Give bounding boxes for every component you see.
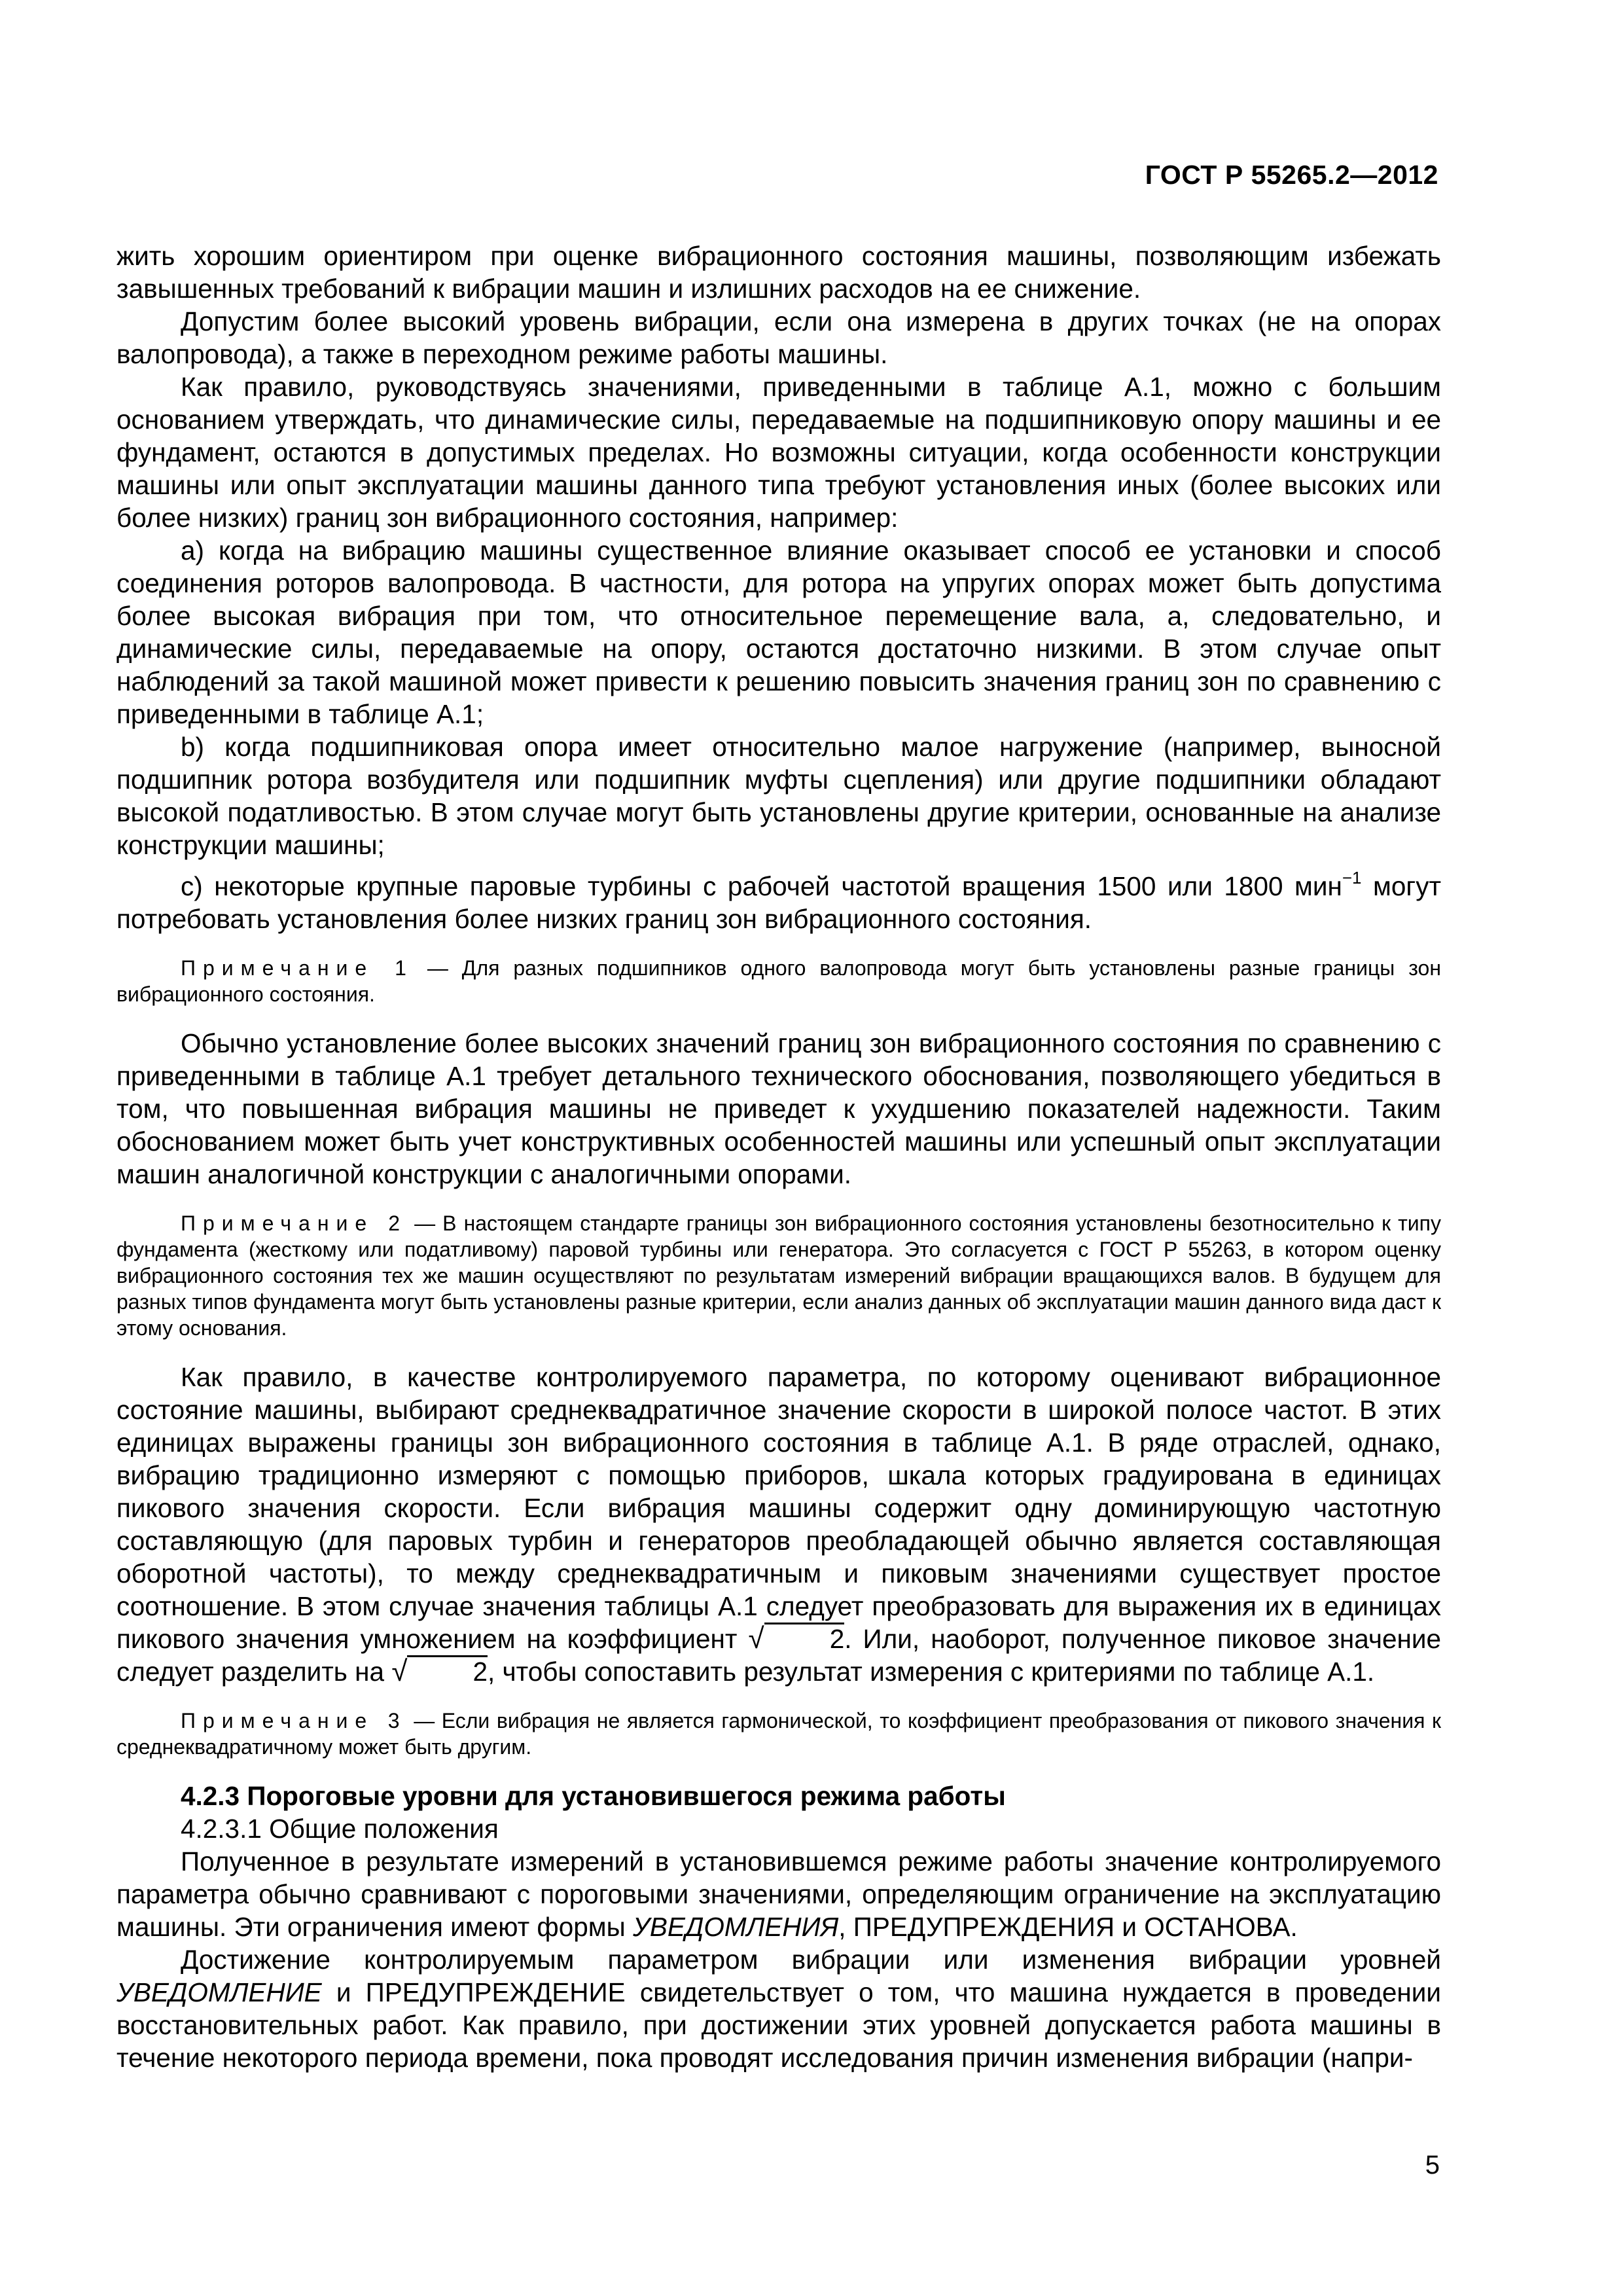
note-3-text: — Если вибрация не является гармонической, то коэффициент преобразования от пикового значения к среднеквадратичному может быть другим. [116, 1709, 1442, 1759]
paragraph-table-guidance: Как правило, руководствуясь значениями, приведенными в таблице А.1, можно с большим основанием утверждать, что динамические силы, передаваемые на подшипниковую опору машины и ее фундамент, остаются в допустимых пределах. Но возможны ситуации, когда особенности конструкции машины или опыт эксплуатации машины данного типа требуют установления иных (более высоких или более низких) границ зон вибрационного состояния, например: [116, 372, 1441, 533]
note-1-text: — Для разных подшипников одного валопровода могут быть установлены разные границы зон вибрационного состояния. [116, 956, 1441, 1006]
paragraph-thresholds-tail: , ПРЕДУПРЕЖДЕНИЯ и ОСТАНОВА. [838, 1912, 1298, 1942]
term-notification: УВЕДОМЛЕНИЯ [632, 1912, 839, 1942]
superscript-minus-one: −1 [1342, 868, 1362, 888]
term-notification-2: УВЕДОМЛЕНИЕ [116, 1977, 322, 2007]
paragraph-rms-peak [116, 1361, 1441, 1688]
note-3 [116, 1708, 1441, 1760]
sqrt-sign-2: √ [391, 1655, 408, 1687]
note-2-label: Примечание 2 [181, 1211, 408, 1235]
page-body [116, 240, 1441, 2074]
list-item-c [116, 861, 1441, 935]
subsection-heading-4-2-3-1: 4.2.3.1 Общие положения [181, 1814, 499, 1844]
paragraph-levels-reached [116, 1943, 1441, 2074]
section-heading-4-2-3: 4.2.3 Пороговые уровни для установившегося режима работы [181, 1781, 1006, 1811]
note-3-label: Примечание 3 [181, 1709, 407, 1732]
note-1 [116, 955, 1441, 1007]
paragraph-levels-text: Достижение контролируемым параметром вибрации или изменения вибрации уровней [181, 1945, 1441, 1975]
list-item-b: b) когда подшипниковая опора имеет относительно малое нагружение (например, выносной подшипник ротора возбудителя или подшипник муфты сцепления) или другие подшипники обладают высокой податливостью. В этом случае могут быть установлены другие критерии, основанные на анализе конструкции машины; [116, 732, 1441, 860]
sqrt-two-formula-2 [391, 1657, 488, 1687]
note-2 [116, 1210, 1441, 1341]
list-item-c-text: с) некоторые крупные паровые турбины с рабочей частотой вращения 1500 или 1800 мин [181, 871, 1342, 901]
paragraph-justification: Обычно установление более высоких значений границ зон вибрационного состояния по сравнению с приведенными в таблице А.1 требует детального технического обоснования, позволяющего убедиться в том, что повышенная вибрация машины не приведет к ухудшению показателей надежности. Таким обоснованием может быть учет конструктивных особенностей машины или успешный опыт эксплуатации машин аналогичной конструкции с аналогичными опорами. [116, 1028, 1441, 1189]
paragraph-levels-tail: и ПРЕДУПРЕЖДЕНИЕ свидетельствует о том, что машина нуждается в проведении восстановительных работ. Как правило, при достижении этих уровней допускается работа машины в течение некоторого периода времени, пока проводят исследования причин изменения вибрации (напри- [116, 1977, 1441, 2073]
note-1-label: Примечание 1 [181, 956, 414, 980]
sqrt-argument: 2 [764, 1623, 845, 1653]
sqrt-sign: √ [748, 1623, 764, 1655]
document-code-header: ГОСТ Р 55265.2—2012 [1145, 160, 1438, 190]
sqrt-argument-2: 2 [407, 1655, 488, 1686]
paragraph-higher-vibration: Допустим более высокий уровень вибрации, если она измерена в других точках (не на опорах валопровода), а также в переходном режиме работы машины. [116, 306, 1441, 369]
paragraph-continuation: жить хорошим ориентиром при оценке вибрационного состояния машины, позволяющим избежать завышенных требований к вибрации машин и излишних расходов на ее снижение. [116, 241, 1441, 304]
paragraph-rms-peak-part1: Как правило, в качестве контролируемого параметра, по которому оценивают вибрационное состояние машины, выбирают среднеквадратичное значение скорости в широкой полосе частот. В этих единицах выражены границы зон вибрационного состояния в таблице А.1. В ряде отраслей, однако, вибрацию традиционно измеряют с помощью приборов, шкала которых градуирована в единицах пикового значения скорости. Если вибрация машины содержит одну доминирующую частотную составляющую (для паровых турбин и генераторов преобладающей обычно является составляющая оборотной частоты), то между среднеквадратичным и пиковым значениями существует простое соотношение. В этом случае значения таблицы А.1 следует преобразовать для выражения их в единицах пикового значения умножением на коэффициент [116, 1362, 1441, 1654]
paragraph-thresholds [116, 1845, 1441, 1943]
paragraph-thresholds-text: Полученное в результате измерений в установившемся режиме работы значение контролируемого параметра обычно сравнивают с пороговыми значениями, определяющим ограничение на эксплуатацию машины. Эти ограничения имеют формы [116, 1846, 1441, 1942]
note-2-text: — В настоящем стандарте границы зон вибрационного состояния установлены безотносительно к типу фундамента (жесткому или податливому) паровой турбины или генератора. Это согласуется с ГОСТ Р 55263, в котором оценку вибрационного состояния тех же машин осуществляют по результатам измерений вибрации вращающихся валов. В будущем для разных типов фундамента могут быть установлены разные критерии, если анализ данных об эксплуатации машин данного вида даст к этому основания. [116, 1211, 1442, 1340]
paragraph-rms-peak-part3: , чтобы сопоставить результат измерения с критериями по таблице А.1. [488, 1657, 1375, 1687]
list-item-c-tail: могут потребовать установления более низких границ зон вибрационного состояния. [116, 871, 1441, 934]
list-item-a: а) когда на вибрацию машины существенное влияние оказывает способ ее установки и способ соединения роторов валопровода. В частности, для ротора на упругих опорах может быть допустима более высокая вибрация при том, что относительное перемещение вала, а, следовательно, и динамические силы, передаваемые на опору, остаются достаточно низкими. В этом случае опыт наблюдений за такой машиной может привести к решению повысить значения границ зон по сравнению с приведенными в таблице А.1; [116, 535, 1441, 729]
sqrt-two-formula [749, 1624, 845, 1654]
paragraph-rms-peak-part2: . Или, наоборот, полученное пиковое значение следует разделить на [116, 1624, 1441, 1687]
page-number: 5 [1425, 2151, 1440, 2179]
